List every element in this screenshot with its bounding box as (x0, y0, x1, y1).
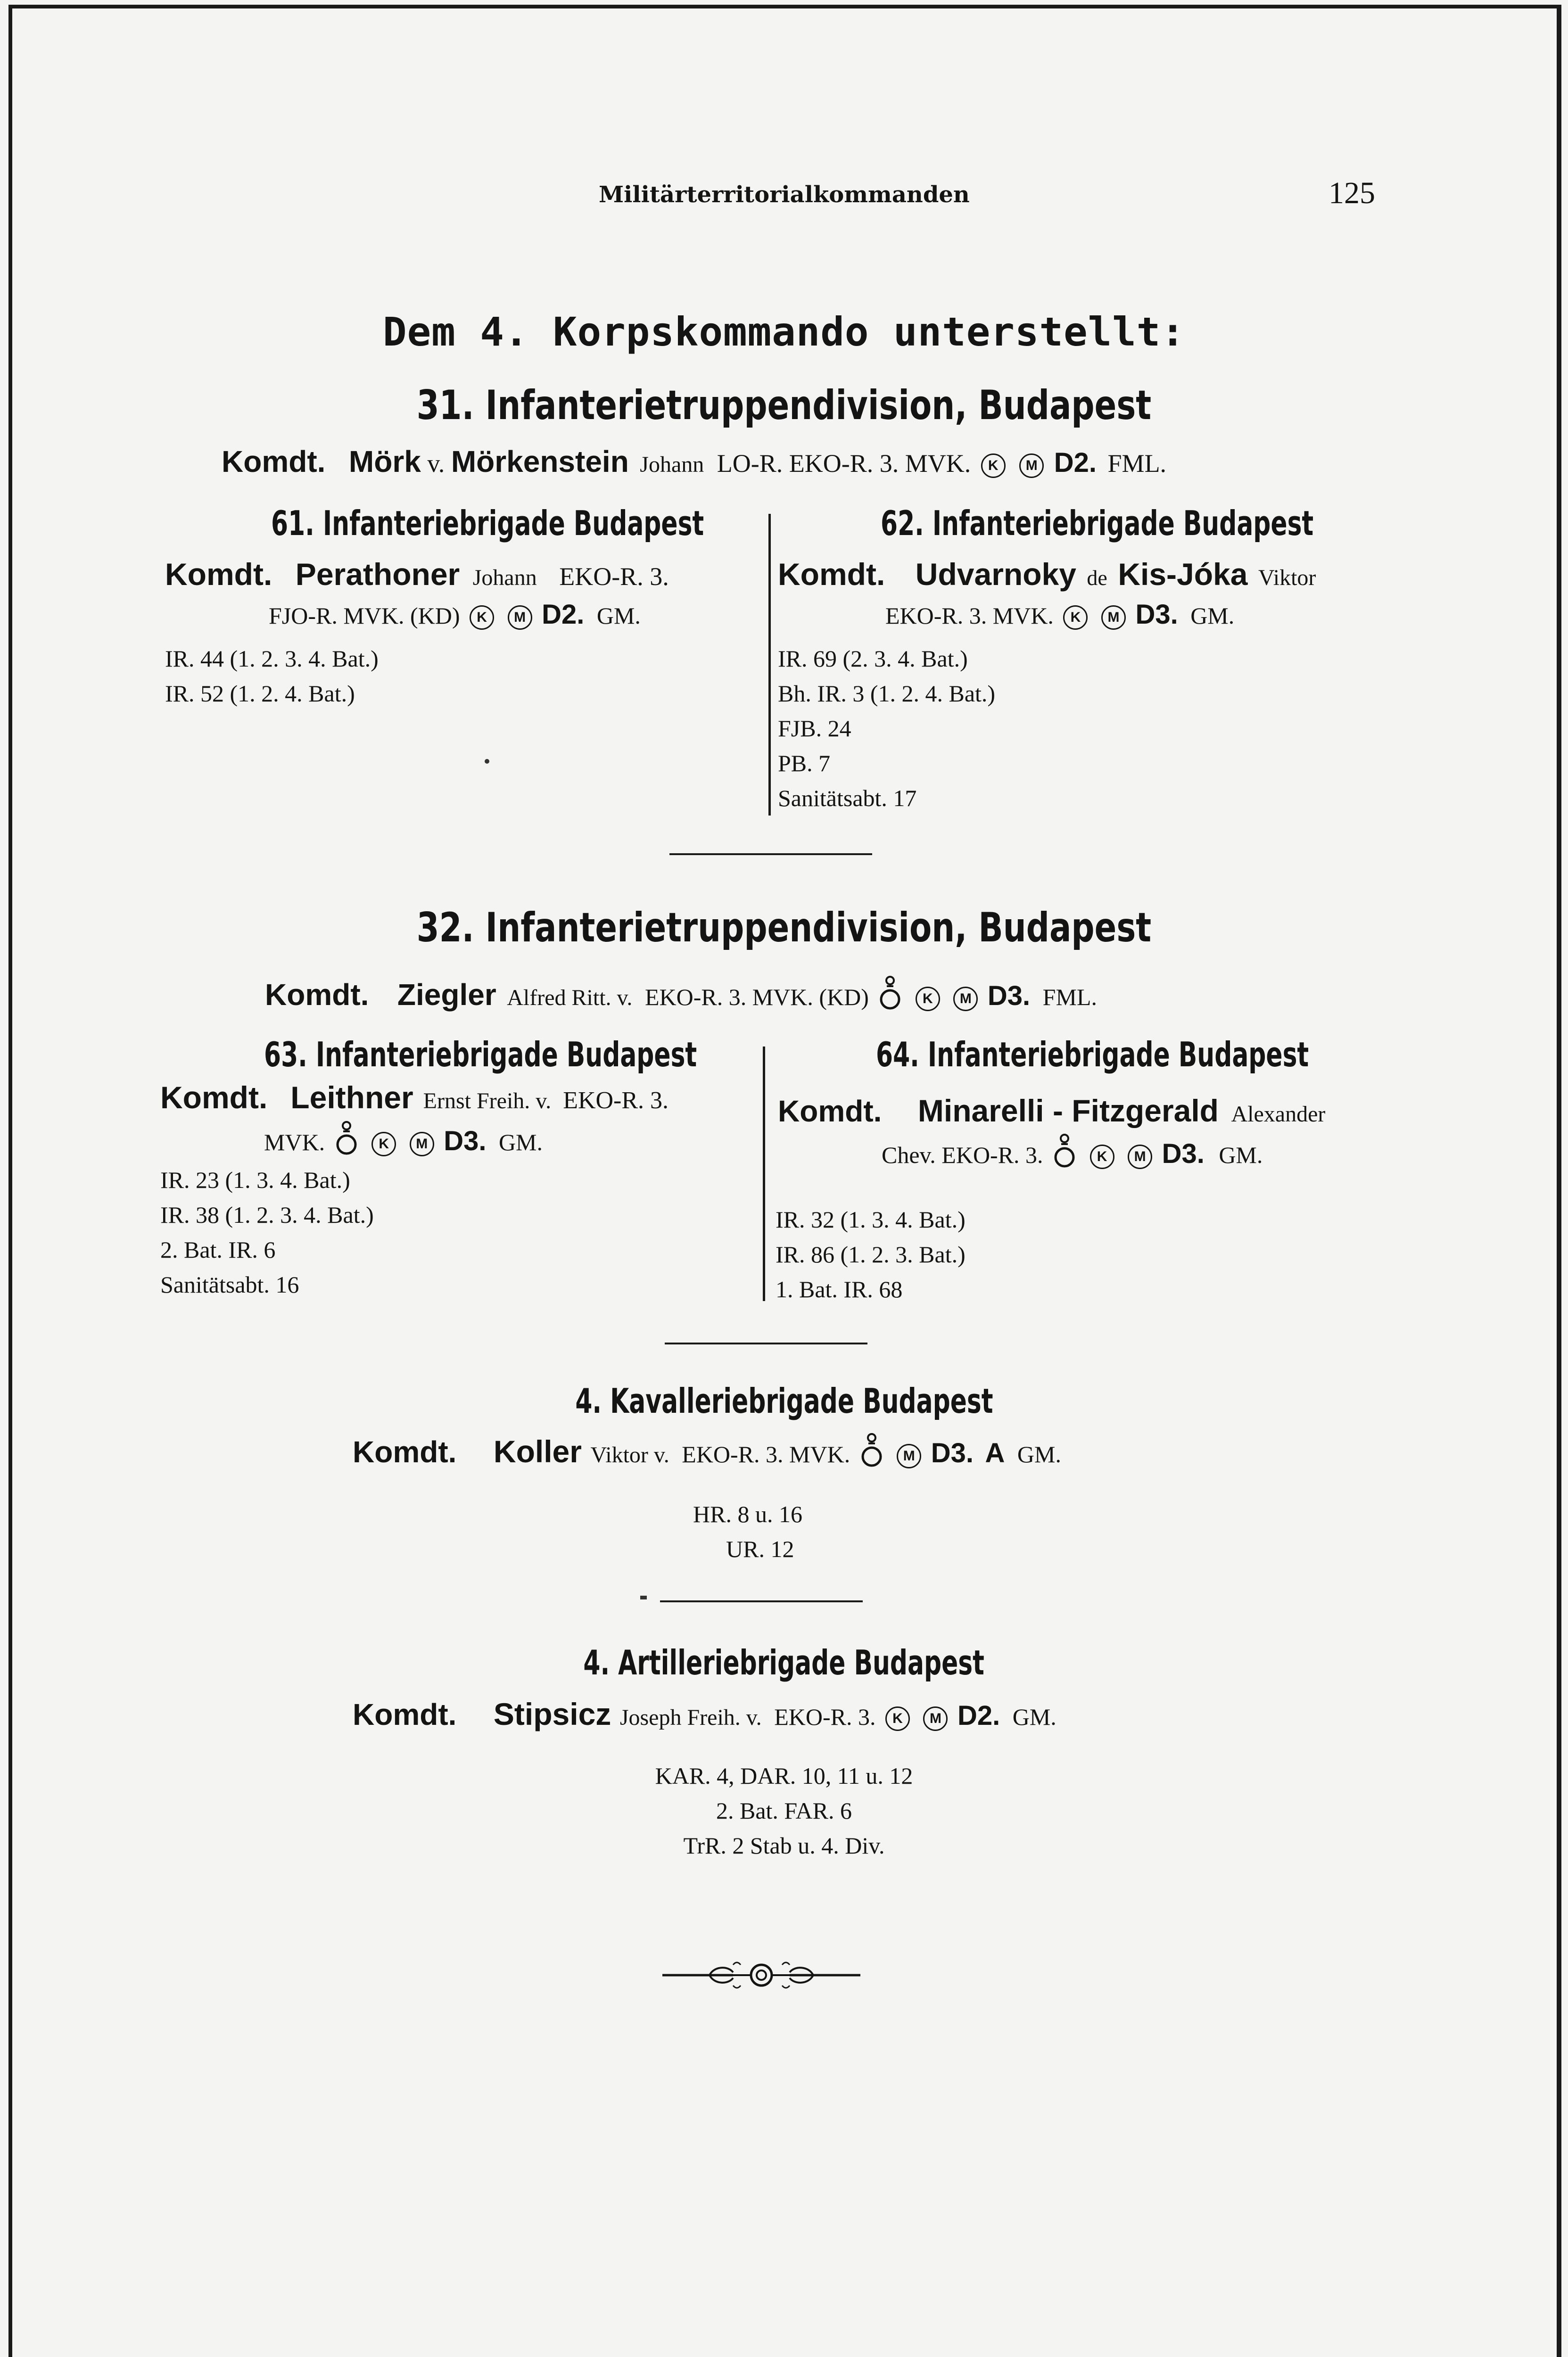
stray-dot (640, 1596, 647, 1599)
rank: GM. (1190, 602, 1235, 629)
page-number: 125 (1329, 176, 1375, 210)
komdt-label: Komdt. (222, 445, 326, 478)
brigade-62-commander-line2 (885, 599, 1234, 630)
komdt-label: Komdt. (165, 557, 272, 592)
commander-first-name: Viktor v. (590, 1442, 669, 1467)
d-class: D3. (931, 1438, 974, 1468)
list-item: Bh. IR. 3 (1. 2. 4. Bat.) (778, 680, 996, 707)
rank: GM. (498, 1129, 543, 1155)
m-badge-icon: M (1019, 453, 1044, 478)
running-title: Militärterritorialkommanden (599, 181, 970, 208)
list-item: IR. 38 (1. 2. 3. 4. Bat.) (160, 1202, 374, 1228)
artillery-brigade-title: 4. Artilleriebrigade Budapest (583, 1643, 985, 1682)
decorations-2: FJO-R. MVK. (KD) (269, 602, 460, 629)
commander-name: Stipsicz (493, 1697, 611, 1731)
brigade-62-units (778, 641, 995, 816)
m-badge-icon: M (1101, 605, 1126, 630)
decorations: EKO-R. 3. MVK. (682, 1441, 850, 1467)
list-item: IR. 52 (1. 2. 4. Bat.) (165, 680, 355, 707)
d-class: D2. (1054, 447, 1097, 478)
medal-icon (861, 1433, 883, 1470)
cavalry-brigade-title: 4. Kavalleriebrigade Budapest (575, 1381, 993, 1421)
list-item: 2. Bat. FAR. 6 (716, 1797, 852, 1824)
commander-name: Udvarnoky (915, 557, 1076, 592)
name-particle: de (1087, 566, 1107, 590)
brigade-61-units (165, 641, 379, 711)
d-class: D2. (542, 599, 585, 630)
decorations: EKO-R. 3. (559, 562, 669, 591)
rank: GM. (1012, 1704, 1056, 1730)
name-particle: v. (427, 449, 445, 478)
list-item: IR. 86 (1. 2. 3. Bat.) (776, 1241, 966, 1268)
commander-first-name: Alfred Ritt. v. (507, 985, 633, 1010)
rank: GM. (1219, 1142, 1263, 1168)
d-class: D3. (1135, 599, 1178, 630)
komdt-label: Komdt. (353, 1698, 457, 1731)
list-item: Sanitätsabt. 16 (160, 1271, 299, 1298)
a-mark: A (985, 1438, 1005, 1468)
list-item: Sanitätsabt. 17 (778, 785, 917, 811)
commander-first-name: Viktor (1258, 565, 1316, 590)
list-item: TrR. 2 Stab u. 4. Div. (683, 1832, 885, 1859)
m-badge-icon: M (953, 987, 978, 1011)
brigade-61-commander-line2 (269, 599, 641, 630)
cavalry-brigade-units (693, 1497, 802, 1566)
section-separator (660, 1600, 863, 1602)
komdt-label: Komdt. (778, 557, 885, 592)
list-item: 1. Bat. IR. 68 (776, 1276, 903, 1302)
division-32-commander (265, 976, 1097, 1013)
list-item: FJB. 24 (778, 715, 851, 742)
k-badge-icon: K (470, 605, 494, 630)
list-item: UR. 12 (726, 1536, 794, 1562)
komdt-label: Komdt. (778, 1094, 882, 1128)
division-32-title: 32. Infanterietruppendivision, Budapest (416, 904, 1152, 951)
brigade-64-commander-line2 (882, 1134, 1263, 1170)
column-divider (768, 514, 771, 816)
d-class: D3. (987, 981, 1031, 1011)
decorations: EKO-R. 3. (563, 1087, 669, 1114)
commander-first-name: Johann (640, 452, 704, 477)
list-item: PB. 7 (778, 750, 831, 776)
commander-name: Minarelli - Fitzgerald (917, 1093, 1219, 1128)
m-badge-icon: M (508, 605, 532, 630)
rank: GM. (596, 602, 641, 629)
m-badge-icon: M (410, 1132, 434, 1156)
division-31-commander (222, 444, 1166, 479)
k-badge-icon: K (371, 1132, 396, 1156)
commander-name: Koller (493, 1434, 582, 1469)
list-item: IR. 32 (1. 3. 4. Bat.) (776, 1206, 966, 1233)
brigade-61-title: 61. Infanteriebrigade Budapest (271, 503, 704, 543)
brigade-64-commander (778, 1093, 1325, 1129)
decorations: EKO-R. 3. (774, 1704, 876, 1730)
k-badge-icon: K (916, 987, 940, 1011)
cavalry-brigade-commander (353, 1433, 1061, 1470)
rank: FML. (1042, 984, 1097, 1010)
k-badge-icon: K (885, 1706, 910, 1731)
brigade-63-commander (160, 1080, 668, 1115)
commander-first-name: Ernst Freih. v. (423, 1088, 552, 1113)
d-class: D3. (1162, 1138, 1205, 1169)
list-item: IR. 23 (1. 3. 4. Bat.) (160, 1167, 350, 1193)
brigade-64-units (776, 1202, 966, 1307)
list-item: HR. 8 u. 16 (693, 1501, 802, 1527)
commander-name: Ziegler (397, 978, 496, 1012)
medal-icon (1054, 1134, 1075, 1170)
brigade-62-commander (778, 556, 1316, 592)
commander-name: Perathoner (295, 557, 460, 592)
m-badge-icon: M (1128, 1145, 1152, 1169)
komdt-label: Komdt. (265, 978, 369, 1012)
list-item: KAR. 4, DAR. 10, 11 u. 12 (655, 1763, 913, 1789)
medal-icon (879, 976, 901, 1013)
decorations: EKO-R. 3. MVK. (885, 602, 1054, 629)
commander-first-name: Joseph Freih. v. (619, 1705, 762, 1730)
section-separator (669, 853, 872, 855)
brigade-63-units (160, 1162, 374, 1302)
division-31-title: 31. Infanterietruppendivision, Budapest (416, 382, 1152, 429)
decorations-2: MVK. (264, 1129, 325, 1155)
komdt-label: Komdt. (353, 1435, 457, 1469)
commander-name-2: Mörkenstein (451, 445, 629, 478)
d-class: D2. (957, 1700, 1000, 1731)
decorations: EKO-R. 3. MVK. (KD) (644, 984, 869, 1010)
brigade-62-title: 62. Infanteriebrigade Budapest (881, 503, 1314, 543)
komdt-label: Komdt. (160, 1080, 268, 1115)
k-badge-icon: K (1063, 605, 1088, 630)
commander-first-name: Johann (472, 565, 537, 590)
list-item: IR. 44 (1. 2. 3. 4. Bat.) (165, 645, 379, 672)
ornament-icon (662, 1956, 860, 1994)
decorations: LO-R. EKO-R. 3. MVK. (717, 449, 971, 478)
column-divider (763, 1047, 765, 1301)
brigade-63-title: 63. Infanteriebrigade Budapest (264, 1035, 697, 1074)
k-badge-icon: K (1090, 1145, 1114, 1169)
k-badge-icon: K (981, 453, 1006, 478)
brigade-61-commander (165, 556, 669, 592)
commander-name-2: Kis-Jóka (1118, 557, 1248, 592)
rank: FML. (1107, 449, 1167, 478)
commander-name: Mörk (348, 445, 421, 478)
commander-first-name: Alexander (1231, 1102, 1326, 1127)
list-item: IR. 69 (2. 3. 4. Bat.) (778, 645, 968, 672)
m-badge-icon: M (923, 1706, 948, 1731)
stray-dot (485, 759, 489, 764)
list-item: 2. Bat. IR. 6 (160, 1236, 276, 1263)
section-separator (665, 1343, 867, 1344)
brigade-63-commander-line2 (264, 1121, 543, 1158)
d-class: D3. (444, 1126, 487, 1156)
commander-name: Leithner (290, 1080, 413, 1115)
artillery-brigade-commander (353, 1696, 1056, 1732)
decorations: Chev. EKO-R. 3. (882, 1142, 1043, 1168)
brigade-64-title: 64. Infanteriebrigade Budapest (876, 1035, 1309, 1074)
rank: GM. (1017, 1441, 1061, 1467)
artillery-brigade-units (0, 1758, 1568, 1863)
medal-icon (336, 1121, 357, 1158)
m-badge-icon: M (897, 1444, 921, 1468)
main-heading: Dem 4. Korpskommando unterstellt: (383, 309, 1185, 355)
